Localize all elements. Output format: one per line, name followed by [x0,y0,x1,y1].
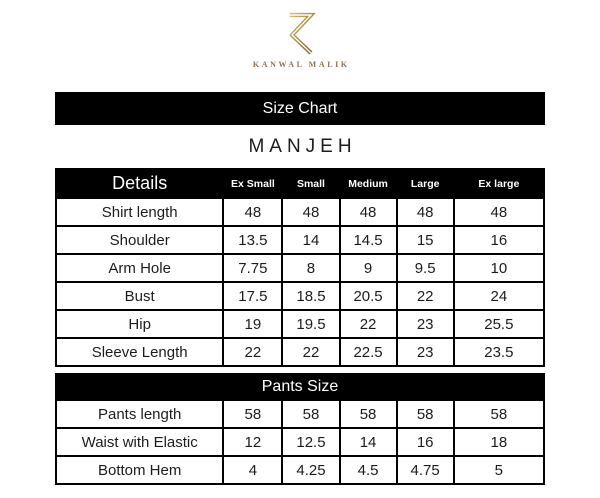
chart-content [55,92,545,485]
cell: 14 [340,428,397,456]
cell: 15 [397,226,454,254]
row-label: Shirt length [56,198,223,226]
cell: 12.5 [282,428,339,456]
cell: 19.5 [282,310,339,338]
table-row-shoulder [56,226,544,254]
pants-size-header-row [56,374,544,400]
column-header-small: Small [282,169,339,198]
row-label: Waist with Elastic [56,428,223,456]
cell: 9 [340,254,397,282]
column-header-ex-small: Ex Small [223,169,282,198]
cell: 12 [223,428,282,456]
cell: 58 [397,400,454,428]
cell: 5 [454,456,544,484]
k-monogram-icon [283,12,317,57]
table-row-bust [56,282,544,310]
cell: 10 [454,254,544,282]
cell: 25.5 [454,310,544,338]
cell: 58 [340,400,397,428]
row-label: Arm Hole [56,254,223,282]
cell: 48 [223,198,282,226]
cell: 16 [454,226,544,254]
cell: 4.25 [282,456,339,484]
cell: 17.5 [223,282,282,310]
table-row-hip [56,310,544,338]
details-header: Details [56,169,223,198]
size-table [55,168,545,367]
cell: 18.5 [282,282,339,310]
cell: 4.75 [397,456,454,484]
row-label: Hip [56,310,223,338]
cell: 58 [282,400,339,428]
row-label: Pants length [56,400,223,428]
table-row-sleeve-length [56,338,544,366]
cell: 23 [397,310,454,338]
row-label: Bottom Hem [56,456,223,484]
cell: 22 [340,310,397,338]
cell: 22.5 [340,338,397,366]
cell: 48 [397,198,454,226]
kanwal-malik-logo [0,0,600,69]
cell: 22 [223,338,282,366]
cell: 16 [397,428,454,456]
cell: 18 [454,428,544,456]
row-label: Sleeve Length [56,338,223,366]
table-row-waist-with-elastic [56,428,544,456]
table-row-pants-length [56,400,544,428]
cell: 20.5 [340,282,397,310]
cell: 23 [397,338,454,366]
cell: 48 [340,198,397,226]
cell: 58 [223,400,282,428]
cell: 22 [397,282,454,310]
cell: 22 [282,338,339,366]
cell: 19 [223,310,282,338]
cell: 24 [454,282,544,310]
cell: 48 [282,198,339,226]
table-row-bottom-hem [56,456,544,484]
pants-size-section-header: Pants Size [56,374,544,400]
table-row-shirt-length [56,198,544,226]
column-header-large: Large [397,169,454,198]
column-header-ex-large: Ex large [454,169,544,198]
column-header-medium: Medium [340,169,397,198]
cell: 8 [282,254,339,282]
cell: 14.5 [340,226,397,254]
row-label: Bust [56,282,223,310]
pants-table [55,373,545,485]
size-table-header-row [56,169,544,198]
cell: 4.5 [340,456,397,484]
cell: 7.75 [223,254,282,282]
cell: 4 [223,456,282,484]
product-name: MANJEH [248,136,357,157]
row-label: Shoulder [56,226,223,254]
cell: 14 [282,226,339,254]
brand-name: KANWAL MALIK [252,60,350,69]
cell: 23.5 [454,338,544,366]
cell: 13.5 [223,226,282,254]
size-chart-title-bar: Size Chart [55,92,545,125]
cell: 58 [454,400,544,428]
table-row-arm-hole [56,254,544,282]
cell: 9.5 [397,254,454,282]
cell: 48 [454,198,544,226]
